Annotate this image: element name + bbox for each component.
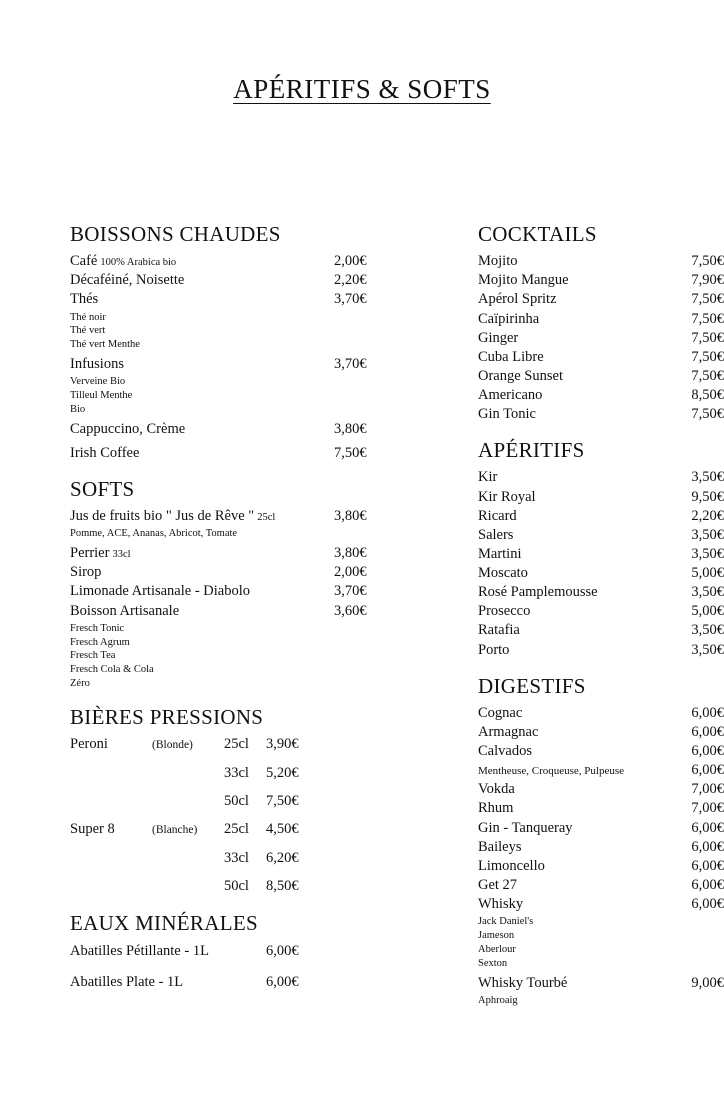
item-price: 6,00€ — [691, 723, 724, 740]
menu-item — [70, 355, 390, 374]
section-digestifs — [478, 674, 724, 1008]
water-price: 6,00€ — [266, 942, 299, 959]
item-price: 2,00€ — [334, 564, 367, 581]
item-price: 3,50€ — [691, 526, 724, 543]
item-price: 9,00€ — [691, 974, 724, 991]
item-name: Limoncello — [478, 857, 545, 874]
item-price: 6,00€ — [691, 762, 724, 779]
item-price: 7,90€ — [691, 272, 724, 289]
item-price: 6,00€ — [691, 743, 724, 760]
sublist-entry: Thé vert Menthe — [70, 339, 140, 351]
item-name: Cappuccino, Crème — [70, 420, 186, 437]
sublist-entry: Fresch Tea — [70, 650, 116, 662]
menu-item — [70, 444, 390, 463]
beer-row — [70, 792, 390, 811]
beer-volume: 33cl — [224, 849, 249, 866]
item-name: Whisky — [478, 896, 524, 913]
menu-item — [478, 386, 724, 405]
item-name: Gin - Tanqueray — [478, 819, 573, 836]
menu-item — [70, 290, 390, 309]
item-price: 3,70€ — [334, 356, 367, 373]
item-price: 3,50€ — [691, 622, 724, 639]
section-aperitifs — [478, 438, 724, 659]
item-name: Thés — [70, 291, 99, 308]
menu-item — [70, 544, 390, 563]
item-note: 33cl — [112, 549, 131, 561]
item-price: 7,50€ — [691, 367, 724, 384]
menu-item — [70, 582, 390, 601]
menu-item — [70, 563, 390, 582]
menu-item — [478, 310, 724, 329]
item-sublist — [70, 311, 390, 353]
menu-item — [478, 621, 724, 640]
menu-item — [70, 420, 390, 439]
menu-item — [70, 271, 390, 290]
item-price: 6,00€ — [691, 857, 724, 874]
menu-page — [0, 74, 724, 1098]
left-column — [0, 222, 390, 1014]
item-price: 3,50€ — [691, 469, 724, 486]
sublist-entry: Fresch Tonic — [70, 622, 125, 634]
item-name: Ginger — [478, 329, 519, 346]
section-title: COCKTAILS — [478, 222, 597, 246]
item-name: Kir Royal — [478, 488, 536, 505]
beer-volume: 50cl — [224, 878, 249, 895]
item-note: 25cl — [257, 512, 276, 524]
menu-item — [478, 488, 724, 507]
beer-style: (Blonde) — [152, 739, 193, 752]
section-cocktails — [478, 222, 724, 424]
item-price: 3,60€ — [334, 602, 367, 619]
item-price: 3,70€ — [334, 291, 367, 308]
sublist-entry: Aberlour — [478, 943, 516, 955]
sublist-entry: Sexton — [478, 957, 508, 969]
item-price: 8,50€ — [691, 387, 724, 404]
menu-item — [478, 857, 724, 876]
menu-item — [478, 545, 724, 564]
sublist-entry: Aphroaig — [478, 994, 518, 1006]
section-title: BIÈRES PRESSIONS — [70, 704, 264, 729]
item-price: 7,50€ — [691, 291, 724, 308]
sublist-entry: Jack Daniel's — [478, 916, 534, 928]
beer-price: 3,90€ — [266, 736, 299, 753]
item-name: Mentheuse, Croqueuse, Pulpeuse — [478, 765, 625, 778]
right-column — [390, 222, 724, 1014]
sublist-entry: Fresch Cola & Cola — [70, 664, 154, 676]
item-price: 5,00€ — [691, 603, 724, 620]
menu-item — [478, 468, 724, 487]
item-price: 3,80€ — [334, 420, 367, 437]
menu-item — [478, 290, 724, 309]
sublist-entry: Thé noir — [70, 311, 106, 323]
item-name: Café 100% Arabica bio — [70, 253, 177, 270]
item-name: Mojito Mangue — [478, 272, 569, 289]
item-price: 3,80€ — [334, 508, 367, 525]
item-name: Infusions — [70, 356, 124, 373]
item-name: Calvados — [478, 743, 532, 760]
item-name: Rosé Pamplemousse — [478, 584, 598, 601]
menu-item — [478, 838, 724, 857]
item-name: Mojito — [478, 253, 518, 270]
item-price: 3,80€ — [334, 545, 367, 562]
beer-name: Peroni — [70, 736, 108, 753]
item-name: Gin Tonic — [478, 406, 536, 423]
item-name: Jus de fruits bio " Jus de Rêve " 25cl — [70, 508, 276, 525]
beer-price: 5,20€ — [266, 764, 299, 781]
item-note: 100% Arabica bio — [100, 257, 177, 269]
item-price: 7,50€ — [691, 310, 724, 327]
menu-item — [478, 405, 724, 424]
item-price: 6,00€ — [691, 819, 724, 836]
menu-item — [478, 583, 724, 602]
item-sublist — [70, 622, 390, 691]
item-name: Cognac — [478, 704, 523, 721]
section-title: APÉRITIFS — [478, 438, 585, 463]
sublist-entry: Verveine Bio — [70, 376, 126, 388]
menu-item — [478, 799, 724, 818]
beer-row — [70, 849, 390, 868]
item-price: 2,20€ — [691, 507, 724, 524]
menu-item — [478, 780, 724, 799]
water-name: Abatilles Pétillante - 1L — [70, 942, 209, 959]
menu-item — [70, 602, 390, 621]
beer-row — [70, 735, 390, 754]
item-name: Ratafia — [478, 622, 520, 639]
menu-item — [478, 564, 724, 583]
beer-volume: 25cl — [224, 821, 249, 838]
item-price: 2,20€ — [334, 272, 367, 289]
item-name: Orange Sunset — [478, 367, 563, 384]
menu-item — [478, 507, 724, 526]
section-title: EAUX MINÉRALES — [70, 910, 258, 935]
item-price: 7,50€ — [691, 253, 724, 270]
item-price: 7,50€ — [691, 406, 724, 423]
item-name: Whisky Tourbé — [478, 974, 568, 991]
item-price: 7,00€ — [691, 781, 724, 798]
beer-row — [70, 764, 390, 783]
item-price: 7,00€ — [691, 800, 724, 817]
menu-item — [70, 507, 390, 526]
beer-volume: 25cl — [224, 736, 249, 753]
section-title: BOISSONS CHAUDES — [70, 222, 281, 246]
beer-volume: 33cl — [224, 764, 249, 781]
item-price: 3,50€ — [691, 545, 724, 562]
page-title: APÉRITIFS & SOFTS — [233, 74, 491, 104]
item-sublist — [70, 527, 390, 541]
item-name: Sirop — [70, 564, 102, 581]
item-name: Prosecco — [478, 603, 531, 620]
water-row — [70, 972, 390, 992]
item-name: Cuba Libre — [478, 348, 544, 365]
item-name: Vokda — [478, 781, 515, 798]
sublist-entry: Bio — [70, 403, 86, 415]
menu-item — [70, 252, 390, 271]
menu-item — [478, 329, 724, 348]
menu-item — [478, 895, 724, 914]
section-softs — [70, 477, 390, 691]
item-name: Get 27 — [478, 876, 518, 893]
beer-price: 6,20€ — [266, 849, 299, 866]
item-name: Kir — [478, 469, 498, 486]
menu-item — [478, 602, 724, 621]
item-price: 6,00€ — [691, 704, 724, 721]
item-name: Martini — [478, 545, 522, 562]
item-name: Salers — [478, 526, 514, 543]
menu-item — [478, 742, 724, 761]
section-eaux-minerales — [70, 911, 390, 993]
item-price: 5,00€ — [691, 565, 724, 582]
menu-item — [478, 819, 724, 838]
menu-item — [478, 974, 724, 993]
sublist-entry: Jameson — [478, 930, 515, 942]
beer-row — [70, 820, 390, 839]
item-price: 7,50€ — [691, 348, 724, 365]
item-price: 3,50€ — [691, 641, 724, 658]
section-boissons-chaudes — [70, 222, 390, 463]
item-price: 9,50€ — [691, 488, 724, 505]
item-price: 6,00€ — [691, 876, 724, 893]
beer-price: 7,50€ — [266, 792, 299, 809]
section-bieres-pressions — [70, 705, 390, 897]
item-name: Caïpirinha — [478, 310, 540, 327]
item-price: 3,50€ — [691, 584, 724, 601]
menu-item — [478, 704, 724, 723]
water-row — [70, 941, 390, 961]
item-name: Baileys — [478, 838, 522, 855]
item-name: Moscato — [478, 565, 528, 582]
item-price: 6,00€ — [691, 896, 724, 913]
item-name: Porto — [478, 641, 510, 658]
item-name: Americano — [478, 387, 543, 404]
item-name: Décaféiné, Noisette — [70, 272, 185, 289]
item-name: Armagnac — [478, 723, 539, 740]
sublist-entry: Tilleul Menthe — [70, 390, 133, 402]
beer-name: Super 8 — [70, 821, 115, 838]
item-name: Boisson Artisanale — [70, 602, 180, 619]
item-name: Limonade Artisanale - Diabolo — [70, 583, 250, 600]
sublist-entry: Thé vert — [70, 325, 106, 337]
item-name: Perrier 33cl — [70, 545, 131, 562]
menu-item — [478, 876, 724, 895]
item-sublist — [478, 915, 724, 970]
menu-item — [478, 526, 724, 545]
item-price: 7,50€ — [691, 329, 724, 346]
sublist-entry: Pomme, ACE, Ananas, Abricot, Tomate — [70, 528, 238, 540]
menu-item — [478, 271, 724, 290]
water-price: 6,00€ — [266, 974, 299, 991]
menu-columns — [0, 222, 724, 1014]
beer-price: 8,50€ — [266, 878, 299, 895]
item-name: Ricard — [478, 507, 517, 524]
beer-style: (Blanche) — [152, 824, 198, 837]
menu-item — [478, 761, 724, 780]
menu-item — [478, 348, 724, 367]
sublist-entry: Zéro — [70, 678, 90, 690]
item-price: 7,50€ — [334, 444, 367, 461]
sublist-entry: Fresch Agrum — [70, 636, 130, 648]
section-title: DIGESTIFS — [478, 673, 586, 698]
beer-row — [70, 877, 390, 896]
menu-item — [478, 252, 724, 271]
menu-item — [478, 641, 724, 660]
beer-price: 4,50€ — [266, 821, 299, 838]
item-price: 6,00€ — [691, 838, 724, 855]
item-price: 3,70€ — [334, 583, 367, 600]
item-name: Rhum — [478, 800, 514, 817]
item-name: Apérol Spritz — [478, 291, 557, 308]
beer-volume: 50cl — [224, 792, 249, 809]
menu-item — [478, 723, 724, 742]
item-sublist — [478, 994, 724, 1008]
item-sublist — [70, 375, 390, 417]
item-price: 2,00€ — [334, 253, 367, 270]
section-title: SOFTS — [70, 477, 135, 502]
item-name: Irish Coffee — [70, 444, 140, 461]
menu-item — [478, 367, 724, 386]
water-name: Abatilles Plate - 1L — [70, 974, 184, 991]
